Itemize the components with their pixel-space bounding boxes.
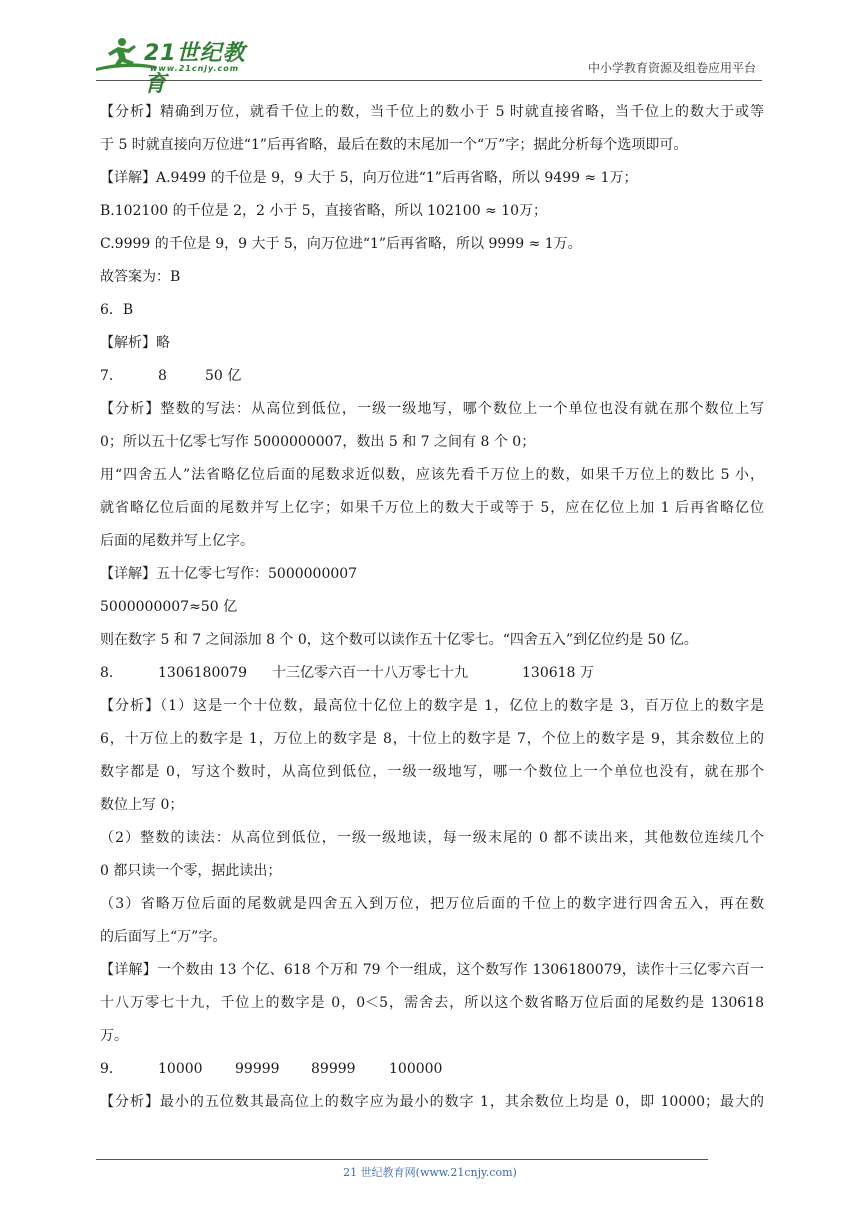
- answer-value: 十三亿零六百一十八万零七十九: [272, 665, 468, 681]
- answer-line-q7: [100, 360, 764, 393]
- text-line: 万。: [100, 1028, 128, 1044]
- text-line: 6．B: [100, 302, 134, 318]
- answer-value: 99999: [235, 1061, 280, 1077]
- logo-title: 21世纪教育: [144, 41, 246, 97]
- text-line: 故答案为：B: [100, 269, 181, 285]
- answer-value: 10000: [158, 1061, 203, 1077]
- answer-value: 8: [158, 368, 167, 384]
- document-body: [100, 96, 764, 1119]
- text-line: 就省略亿位后面的尾数并写上亿字；如果千万位上的数大于或等于 5，应在亿位上加 1 后再省略亿位: [100, 500, 764, 516]
- text-line: 0；所以五十亿零七写作 5000000007，数出 5 和 7 之间有 8 个 0；: [100, 434, 536, 450]
- text-line: 的后面写上“万”字。: [100, 929, 227, 945]
- answer-value: 50 亿: [205, 368, 242, 384]
- text-line: C.9999 的千位是 9，9 大于 5，向万位进“1”后再省略，所以 9999 ≈ 1万。: [100, 236, 582, 252]
- site-logo: [96, 34, 266, 97]
- text-line: 于 5 时就直接向万位进“1”后再省略，最后在数的末尾加一个“万”字；据此分析每个选项即可。: [100, 137, 688, 153]
- text-line: 【详解】A.9499 的千位是 9，9 大于 5，向万位进“1”后再省略，所以 9499 ≈ 1万；: [100, 170, 638, 186]
- text-line: 【分析】（1）这是一个十位数，最高位十亿位上的数字是 1，亿位上的数字是 3，百万位上的数字是: [100, 698, 764, 714]
- text-line: 【分析】最小的五位数其最高位上的数字应为最小的数字 1，其余数位上均是 0，即 10000；最大的: [100, 1094, 764, 1110]
- text-line: 【详解】一个数由 13 个亿、618 个万和 79 个一组成，这个数写作 1306180079，读作十三亿零六百一: [100, 962, 764, 978]
- text-line: 十八万零七十九，千位上的数字是 0，0＜5，需舍去，所以这个数省略万位后面的尾数约是 130618: [100, 995, 764, 1011]
- header-divider: [96, 80, 762, 81]
- text-line: 用“四舍五人”法省略亿位后面的尾数求近似数，应该先看千万位上的数，如果千万位上的数比 5 小，: [100, 467, 764, 483]
- answer-value: 1306180079: [158, 665, 248, 681]
- answer-value: 89999: [311, 1061, 356, 1077]
- question-number: 9．: [100, 1061, 123, 1077]
- answer-line-q8: [100, 657, 764, 690]
- question-number: 7．: [100, 368, 123, 384]
- text-line: 【解析】略: [100, 335, 170, 351]
- text-line: （2）整数的读法：从高位到低位，一级一级地读，每一级末尾的 0 都不读出来，其他数位连续几个: [100, 830, 764, 846]
- answer-line-q9: [100, 1053, 764, 1086]
- logo-url: www.21cnjy.com: [150, 64, 240, 73]
- footer-divider: [96, 1159, 708, 1160]
- answer-value: 130618 万: [522, 665, 594, 681]
- text-line: （3）省略万位后面的尾数就是四舍五入到万位，把万位后面的千位上的数字进行四舍五入，再在数: [100, 896, 764, 912]
- text-line: 数字都是 0，写这个数时，从高位到低位，一级一级地写，哪一个数位上一个单位也没有，就在那个: [100, 764, 764, 780]
- page-footer: 21 世纪教育网(www.21cnjy.com): [343, 1166, 517, 1179]
- text-line: 后面的尾数并写上亿字。: [100, 533, 254, 549]
- text-line: 0 都只读一个零，据此读出；: [100, 863, 282, 879]
- text-line: 【分析】整数的写法：从高位到低位，一级一级地写，哪个数位上一个单位也没有就在那个数位上写: [100, 401, 764, 417]
- text-line: 则在数字 5 和 7 之间添加 8 个 0，这个数可以读作五十亿零七。“四舍五入”到亿位约是 50 亿。: [100, 632, 698, 648]
- answer-value: 100000: [389, 1061, 443, 1077]
- text-line: 5000000007≈50 亿: [100, 599, 238, 615]
- text-line: B.102100 的千位是 2，2 小于 5，直接省略，所以 102100 ≈ 10万；: [100, 203, 548, 219]
- text-line: 【详解】五十亿零七写作：5000000007: [100, 566, 358, 582]
- text-line: 6，十万位上的数字是 1，万位上的数字是 8，十位上的数字是 7，个位上的数字是 9，其余数位上的: [100, 731, 764, 747]
- question-number: 8．: [100, 665, 123, 681]
- text-line: 【分析】精确到万位，就看千位上的数，当千位上的数小于 5 时就直接省略，当千位上的数大于或等: [100, 104, 764, 120]
- platform-name: 中小学教育资源及组卷应用平台: [587, 61, 756, 75]
- text-line: 数位上写 0；: [100, 797, 184, 813]
- page-header: [96, 30, 762, 97]
